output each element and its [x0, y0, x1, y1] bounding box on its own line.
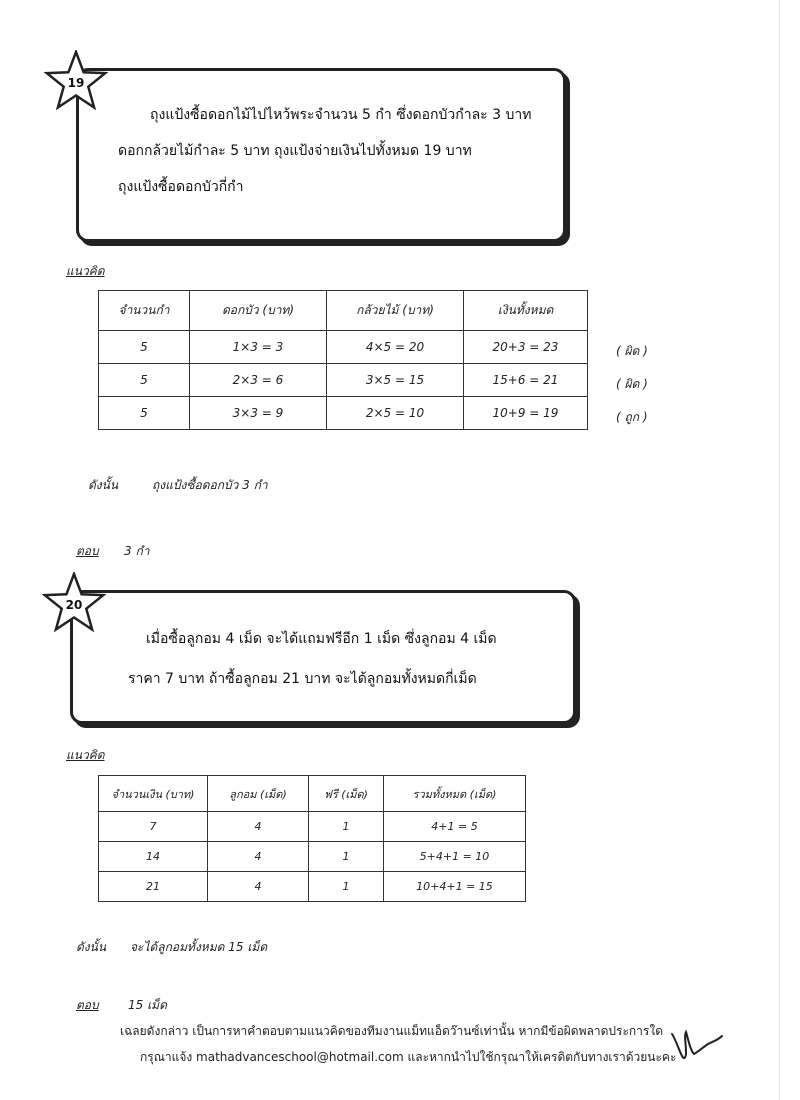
problem-20-conclusion: จะได้ลูกอมทั้งหมด 15 เม็ด [130, 940, 268, 954]
table-cell: 3×5 = 15 [327, 364, 464, 397]
table-header: ฟรี (เม็ด) [309, 776, 384, 812]
table-cell: 5 [99, 397, 190, 430]
problem-20-answer-label: ตอบ [76, 998, 99, 1012]
table-cell: 2×3 = 6 [190, 364, 327, 397]
signature-icon [668, 1022, 724, 1068]
problem-20-number: 20 [65, 598, 83, 612]
table-header: เงินทั้งหมด [464, 291, 588, 331]
problem-20-line-2: ราคา 7 บาท ถ้าซื้อลูกอม 21 บาท จะได้ลูกอมทั้งหมดกี่เม็ด [128, 671, 477, 687]
table-cell: 4×5 = 20 [327, 331, 464, 364]
table-header: ลูกอม (เม็ด) [208, 776, 309, 812]
table-header: จำนวนเงิน (บาท) [99, 776, 208, 812]
table-cell: 2×5 = 10 [327, 397, 464, 430]
table-header: รวมทั้งหมด (เม็ด) [384, 776, 526, 812]
table-cell: 4 [208, 842, 309, 872]
problem-19-method-label: แนวคิด [66, 264, 105, 278]
table-cell: 5 [99, 364, 190, 397]
table-cell: 4 [208, 872, 309, 902]
problem-20-conclusion-prefix: ดังนั้น [76, 940, 107, 954]
problem-19-line-3: ถุงแป้งซื้อดอกบัวกี่กำ [118, 179, 244, 195]
problem-19-badge [44, 50, 108, 114]
table-cell: 14 [99, 842, 208, 872]
table-cell: 10+4+1 = 15 [384, 872, 526, 902]
problem-19-line-2: ดอกกล้วยไม้กำละ 5 บาท ถุงแป้งจ่ายเงินไปทั้งหมด 19 บาท [118, 143, 472, 159]
table-cell: 5 [99, 331, 190, 364]
table-header: จำนวนกำ [99, 291, 190, 331]
problem-19-answer: 3 กำ [124, 544, 150, 558]
verdict-correct: ( ถูก ) [616, 410, 648, 424]
problem-19-answer-label: ตอบ [76, 544, 99, 558]
table-cell: 1×3 = 3 [190, 331, 327, 364]
problem-19-conclusion: ถุงแป้งซื้อดอกบัว 3 กำ [152, 478, 268, 492]
footer-disclaimer: เฉลยดังกล่าว เป็นการหาคำตอบตามแนวคิดของทีมงานแม็ทแอ็ดว๊านซ์เท่านั้น หากมีข้อผิดพลาดประการใด [120, 1024, 663, 1038]
problem-20-badge [42, 572, 106, 636]
problem-20-method-label: แนวคิด [66, 748, 105, 762]
problem-20-table [98, 775, 526, 902]
table-cell: 4 [208, 812, 309, 842]
footer-contact: กรุณาแจ้ง mathadvanceschool@hotmail.com และหากนำไปใช้กรุณาให้เครดิตกับทางเราด้วยนะคะ [140, 1050, 677, 1064]
table-cell: 1 [309, 812, 384, 842]
page-edge [779, 0, 780, 1100]
table-cell: 1 [309, 842, 384, 872]
problem-19-number: 19 [67, 76, 85, 90]
problem-20-box [70, 590, 576, 724]
table-cell: 1 [309, 872, 384, 902]
verdict-wrong: ( ผิด ) [616, 344, 648, 358]
table-cell: 3×3 = 9 [190, 397, 327, 430]
table-cell: 21 [99, 872, 208, 902]
problem-19-conclusion-prefix: ดังนั้น [88, 478, 119, 492]
problem-19-line-1: ถุงแป้งซื้อดอกไม้ไปไหว้พระจำนวน 5 กำ ซึ่งดอกบัวกำละ 3 บาท [150, 107, 532, 123]
table-header: ดอกบัว (บาท) [190, 291, 327, 331]
table-cell: 4+1 = 5 [384, 812, 526, 842]
problem-20-answer: 15 เม็ด [128, 998, 167, 1012]
table-cell: 10+9 = 19 [464, 397, 588, 430]
problem-19-table [98, 290, 588, 430]
problem-20-line-1: เมื่อซื้อลูกอม 4 เม็ด จะได้แถมฟรีอีก 1 เม็ด ซึ่งลูกอม 4 เม็ด [146, 631, 497, 647]
table-cell: 5+4+1 = 10 [384, 842, 526, 872]
table-cell: 7 [99, 812, 208, 842]
verdict-wrong: ( ผิด ) [616, 377, 648, 391]
table-cell: 20+3 = 23 [464, 331, 588, 364]
table-header: กล้วยไม้ (บาท) [327, 291, 464, 331]
table-cell: 15+6 = 21 [464, 364, 588, 397]
